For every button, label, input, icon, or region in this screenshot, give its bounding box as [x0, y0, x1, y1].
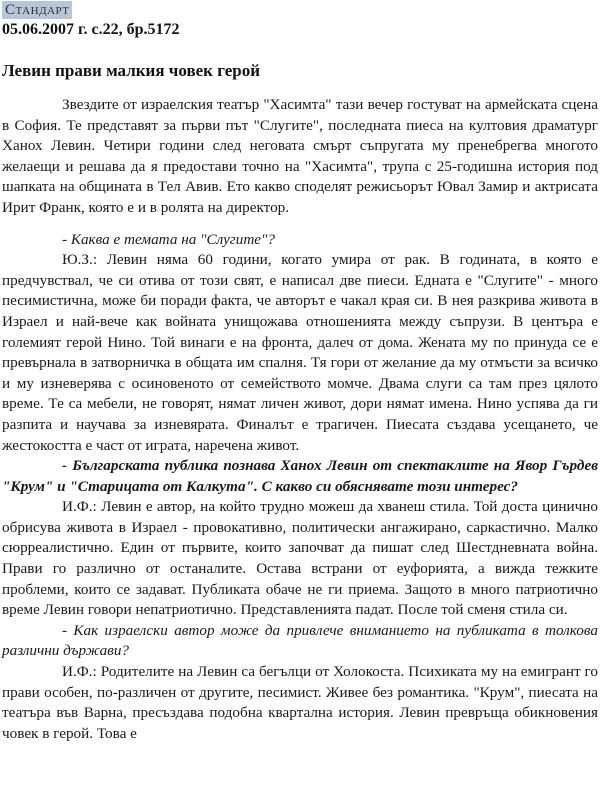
article-headline: Левин прави малкия човек герой — [2, 61, 261, 80]
question-3: - Как израелски автор може да привлече вниманието на публиката в толкова различни държави? — [2, 621, 598, 660]
question-1: - Каква е темата на "Слугите"? — [62, 230, 276, 248]
answer-1: Ю.З.: Левин няма 60 години, когато умира от рак. В годината, в която е предчувствал, че си отива от този свят, е написал две пиеси. Едната е "Слугите" - много песимистична, може би поради факта, че авторът е чакал края си. В нея разкрива живота в Израел и най-вече как войната унищожава отношенията между съпрузи. В центъра е големият герой Нино. Той винаги е на фронта, далеч от дома. Жената му по принуда се е превърнала в затворничка в общата им спалня. Тя гори от желание да му отмъсти за всичко и му изневерява с осиновеното от семейството момче. Двама слуги са там през цялото време. Те са мебели, не говорят, нямат личен живот, дори нямат имена. Нино успява да ги разпита и научава за изневярата. Финалът е трагичен. Пиесата създава усещането, че жестокостта е част от играта, наречена живот. — [2, 251, 598, 454]
question-2: - Българската публика познава Ханох Левин от спектаклите на Явор Гърдев "Крум" и "Старицата от Калкута". С какво си обяснявате този интерес? — [2, 457, 598, 495]
publication-meta: 05.06.2007 г. с.22, бр.5172 — [2, 21, 180, 38]
spacer — [2, 219, 598, 230]
answer-3: И.Ф.: Родителите на Левин са бегълци от Холокоста. Психиката му на емигрант го прави особен, по-различен от другите, песимист. Живее без романтика. "Крум", пиесата на театъра във Варна, пресъздава подобна квартална история. Левин превръща обикновения човек в герой. Това е — [2, 663, 598, 742]
article-body — [2, 95, 598, 744]
lead-paragraph: Звездите от израелския театър "Хасимта" тази вечер гостуват на армейската сцена в София. Те представят за първи път "Слугите", последната пиеса на култовия драматург Ханох Левин. Четири години след неговата смърт съпругата му пренебрегва многото желаещи и решава да я предостави точно на "Хасимта", трупа с 25-годишна история под шапката на общината в Тел Авив. Ето какво споделят режисьорът Ювал Замир и актрисата Ирит Франк, която е и в ролята на директор. — [2, 96, 598, 216]
newspaper-source-label: Стандарт — [2, 1, 72, 19]
answer-2: И.Ф.: Левин е автор, на който трудно можеш да хванеш стила. Той доста цинично обрисува живота в Израел - провокативно, политически ангажирано, саркастично. Малко сюрреалистично. Един от първите, които започват да пишат след Шестдневната война. Прави го различно от останалите. Остава встрани от еуфорията, а вижда тежките проблеми, които се задават. Публиката обаче не ги приема. Защото в много патриотично време Левин говори непатриотично. Представленията падат. После той сменя стила си. — [2, 498, 598, 619]
